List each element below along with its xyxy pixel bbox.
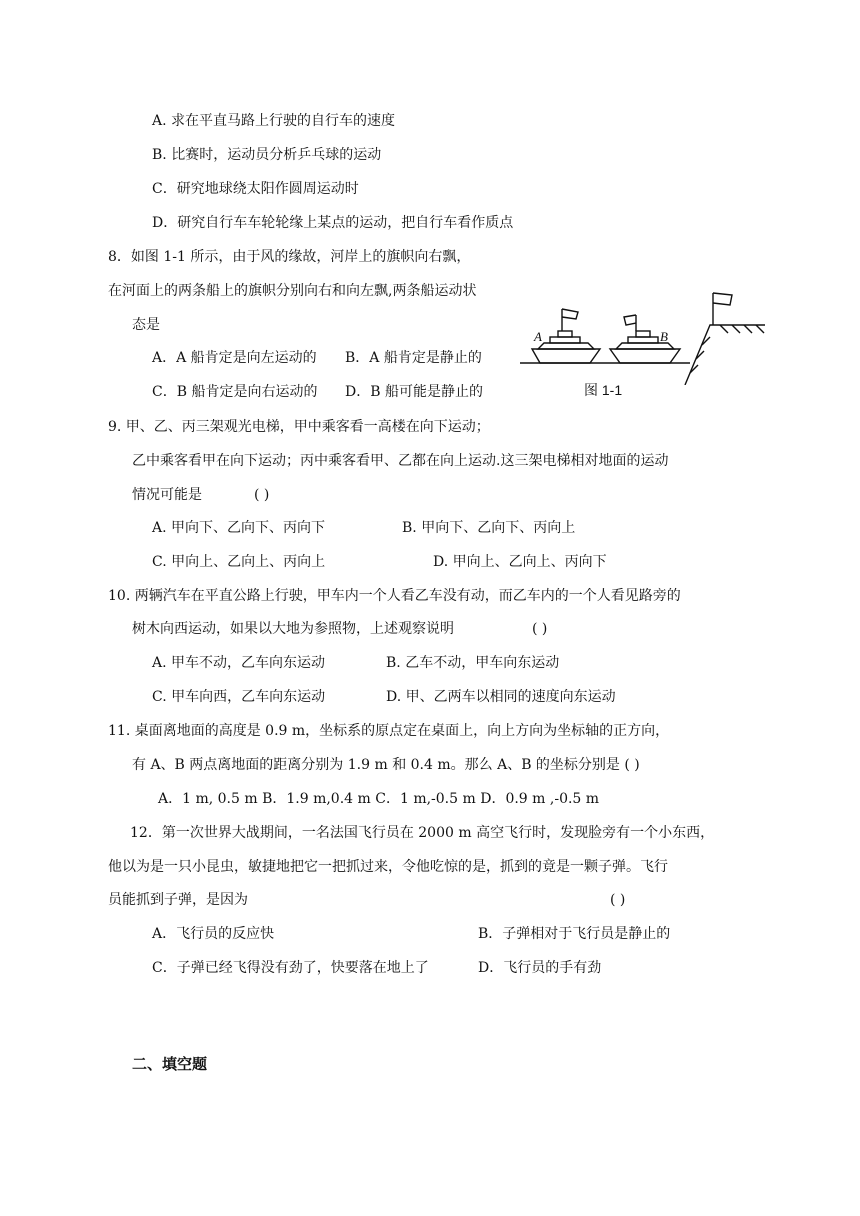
figure-1-1: [520, 285, 765, 385]
label-b: B: [660, 329, 668, 344]
q9-answer-paren: ( ): [254, 487, 270, 503]
q11-stem-line2: 有 A、B 两点离地面的距离分别为 1.9 m 和 0.4 m。那么 A、B 的坐标分别是 ( ): [132, 757, 640, 773]
q9-stem-line3: 情况可能是: [132, 487, 202, 503]
q12-option-d: D．飞行员的手有劲: [478, 960, 602, 976]
q8-option-b: B．A 船肯定是静止的: [345, 350, 482, 366]
q10-stem-line1: 10. 两辆汽车在平直公路上行驶，甲车内一个人看乙车没有动，而乙车内的一个人看见路旁的: [108, 588, 681, 604]
q11-stem-line1: 11. 桌面离地面的高度是 0.9 m，坐标系的原点定在桌面上，向上方向为坐标轴的正方向，: [108, 723, 670, 739]
q9-option-d: D. 甲向上、乙向上、丙向下: [433, 554, 607, 570]
q9-option-c: C. 甲向上、乙向上、丙向上: [152, 554, 326, 570]
q11-options: A．1 m, 0.5 m B．1.9 m,0.4 m C．1 m,-0.5 m D．0.9 m ,-0.5 m: [158, 791, 600, 807]
q10-stem-line2: 树木向西运动，如果以大地为参照物，上述观察说明: [132, 621, 454, 637]
q12-answer-paren: ( ): [610, 892, 626, 908]
q7-option-b: B. 比赛时，运动员分析乒乓球的运动: [152, 147, 382, 163]
q7-option-c: C．研究地球绕太阳作圆周运动时: [152, 181, 359, 197]
boat-a: [532, 309, 600, 363]
q9-stem-line1: 9. 甲、乙、丙三架观光电梯，甲中乘客看一高楼在向下运动；: [108, 419, 490, 435]
q10-answer-paren: ( ): [532, 621, 548, 637]
q8-option-c: C．B 船肯定是向右运动的: [152, 384, 318, 400]
q9-option-b: B. 甲向下、乙向下、丙向上: [402, 520, 576, 536]
q12-stem-line1: 12．第一次世界大战期间，一名法国飞行员在 2000 m 高空飞行时，发现脸旁有一个小东西，: [130, 825, 715, 841]
q12-option-c: C．子弹已经飞得没有劲了，快要落在地上了: [152, 960, 429, 976]
q12-stem-line2: 他以为是一只小昆虫，敏捷地把它一把抓过来，令他吃惊的是，抓到的竟是一颗子弹。飞行: [108, 859, 668, 875]
q12-stem-line3: 员能抓到子弹，是因为: [108, 892, 248, 908]
q9-stem-line2: 乙中乘客看甲在向下运动；丙中乘客看甲、乙都在向上运动.这三架电梯相对地面的运动: [132, 453, 669, 469]
q10-option-c: C. 甲车向西，乙车向东运动: [152, 689, 326, 705]
q9-option-a: A. 甲向下、乙向下、丙向下: [152, 520, 326, 536]
figure-caption: 图 1-1: [584, 382, 623, 398]
q10-option-d: D. 甲、乙两车以相同的速度向东运动: [386, 689, 616, 705]
q7-option-a: A. 求在平直马路上行驶的自行车的速度: [152, 113, 396, 129]
q8-option-d: D．B 船可能是静止的: [345, 384, 483, 400]
section-heading: 二、填空题: [132, 1055, 208, 1073]
q8-stem-line1: 8．如图 1-1 所示，由于风的缘故，河岸上的旗帜向右飘，: [108, 249, 471, 265]
q12-option-b: B．子弹相对于飞行员是静止的: [478, 926, 671, 942]
q8-option-a: A．A 船肯定是向左运动的: [152, 350, 317, 366]
label-a: A: [534, 329, 542, 344]
boat-b: [610, 315, 680, 363]
q8-stem-line3: 态是: [132, 317, 160, 333]
q12-option-a: A．飞行员的反应快: [152, 926, 275, 942]
q8-stem-line2: 在河面上的两条船上的旗帜分别向右和向左飘,两条船运动状: [108, 283, 477, 299]
q10-option-a: A. 甲车不动，乙车向东运动: [152, 655, 326, 671]
river-bank: [685, 293, 765, 385]
q10-option-b: B. 乙车不动，甲车向东运动: [386, 655, 560, 671]
q7-option-d: D．研究自行车车轮轮缘上某点的运动，把自行车看作质点: [152, 215, 514, 231]
